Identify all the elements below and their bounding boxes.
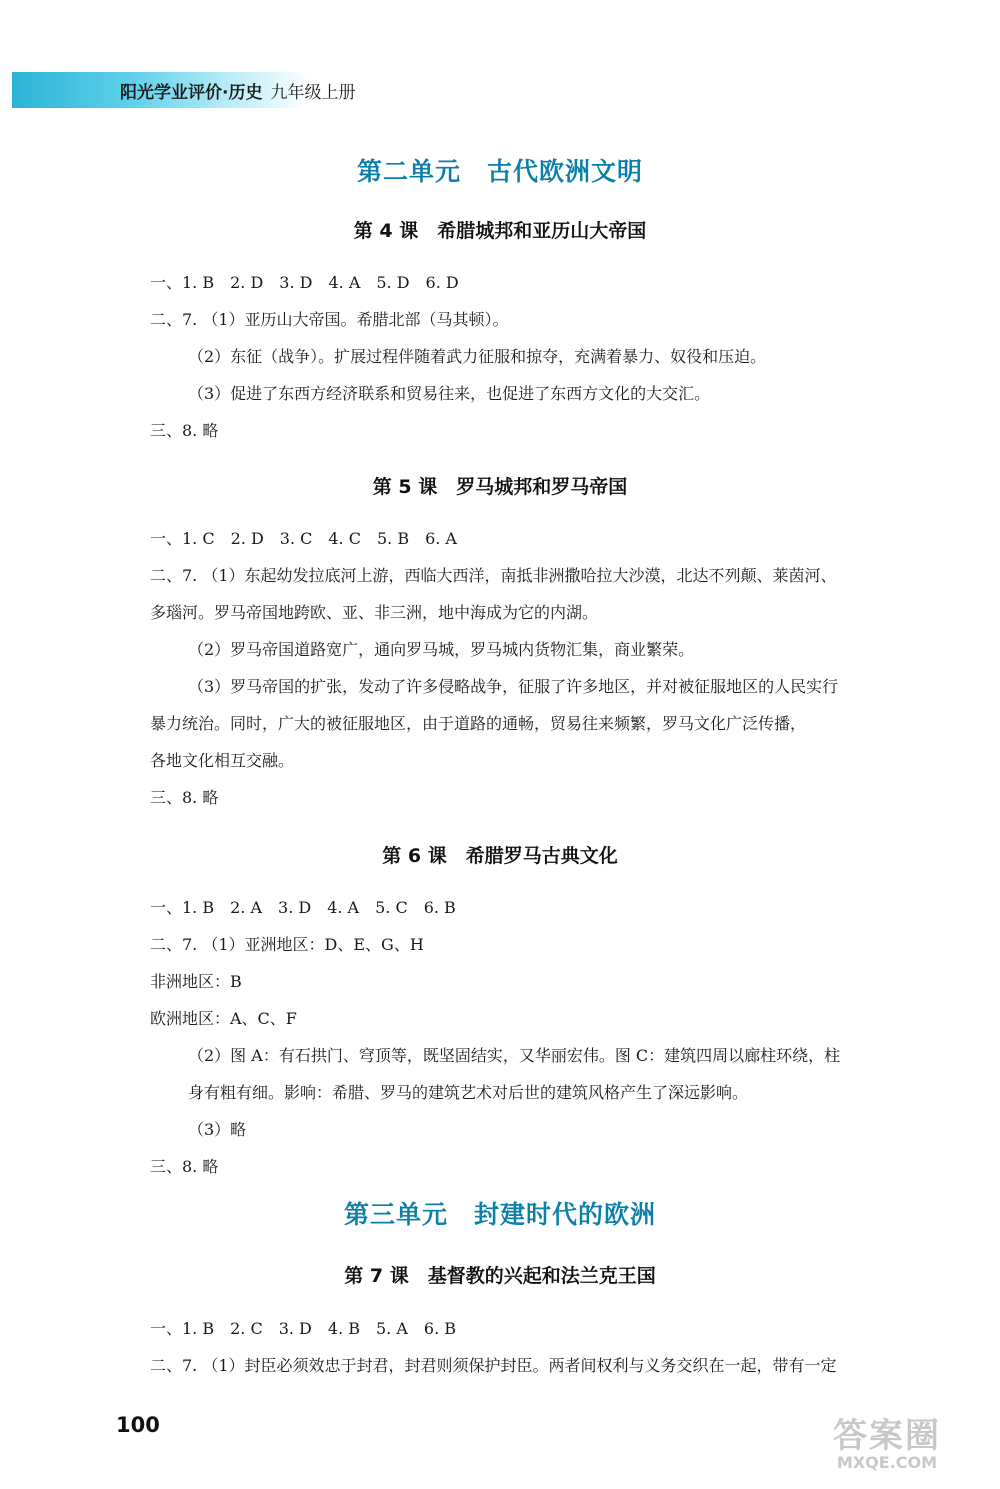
- unit-title: 第二单元 古代欧洲文明: [356, 157, 643, 186]
- answer-line: （2）罗马帝国道路宽广，通向罗马城，罗马城内货物汇集，商业繁荣。: [188, 640, 695, 659]
- answer-line: 一、1. C 2. D 3. C 4. C 5. B 6. A: [150, 529, 457, 548]
- answer-line: 二、7. （1）亚历山大帝国。希腊北部（马其顿）。: [150, 310, 509, 329]
- lesson-title: 第 5 课 罗马城邦和罗马帝国: [372, 476, 628, 498]
- lesson-title: 第 4 课 希腊城邦和亚历山大帝国: [353, 220, 647, 242]
- unit-title: 第三单元 封建时代的欧洲: [343, 1200, 656, 1229]
- answer-line: 一、1. B 2. C 3. D 4. B 5. A 6. B: [150, 1319, 457, 1338]
- answer-line: 三、8. 略: [150, 788, 219, 807]
- answer-line: 多瑙河。罗马帝国地跨欧、亚、非三洲，地中海成为它的内湖。: [150, 603, 599, 622]
- book-title: 阳光学业评价·历史: [120, 83, 263, 103]
- answer-line: （3）略: [188, 1120, 247, 1139]
- answer-line: （3）罗马帝国的扩张，发动了许多侵略战争，征服了许多地区，并对被征服地区的人民实行: [188, 677, 839, 696]
- answer-line: （2）图 A：有石拱门、穹顶等，既坚固结实，又华丽宏伟。图 C：建筑四周以廊柱环绕，柱: [188, 1046, 841, 1065]
- watermark-site: MXQE.COM: [836, 1453, 938, 1472]
- answer-line: 非洲地区：B: [150, 972, 242, 991]
- answer-line: （2）东征（战争）。扩展过程伴随着武力征服和掠夺，充满着暴力、奴役和压迫。: [188, 347, 767, 366]
- answer-line: 二、7. （1）亚洲地区：D、E、G、H: [150, 935, 424, 954]
- answer-line: （3）促进了东西方经济联系和贸易往来，也促进了东西方文化的大交汇。: [188, 384, 711, 403]
- book-header: [120, 78, 355, 103]
- answer-line: 欧洲地区：A、C、F: [150, 1009, 297, 1028]
- lesson-title: 第 6 课 希腊罗马古典文化: [382, 845, 618, 867]
- answer-line: 二、7. （1）东起幼发拉底河上游，西临大西洋，南抵非洲撒哈拉大沙漠，北达不列颠、莱茵河、: [150, 566, 837, 585]
- answer-line: 一、1. B 2. D 3. D 4. A 5. D 6. D: [150, 273, 459, 292]
- page-number: 100: [116, 1413, 160, 1437]
- answer-line: 二、7. （1）封臣必须效忠于封君，封君则须保护封臣。两者间权利与义务交织在一起，带有一定: [150, 1356, 837, 1375]
- watermark-logo: [812, 1408, 962, 1478]
- answer-line: 一、1. B 2. A 3. D 4. A 5. C 6. B: [150, 898, 456, 917]
- answer-line: 三、8. 略: [150, 421, 219, 440]
- lesson-title: 第 7 课 基督教的兴起和法兰克王国: [344, 1265, 656, 1287]
- book-grade: 九年级上册: [270, 83, 356, 103]
- watermark-text: 答案圈: [833, 1416, 941, 1456]
- answer-line: 身有粗有细。影响：希腊、罗马的建筑艺术对后世的建筑风格产生了深远影响。: [188, 1083, 749, 1102]
- answer-line: 三、8. 略: [150, 1157, 219, 1176]
- answer-line: 暴力统治。同时，广大的被征服地区，由于道路的通畅，贸易往来频繁，罗马文化广泛传播，: [150, 714, 807, 733]
- answer-line: 各地文化相互交融。: [150, 751, 295, 770]
